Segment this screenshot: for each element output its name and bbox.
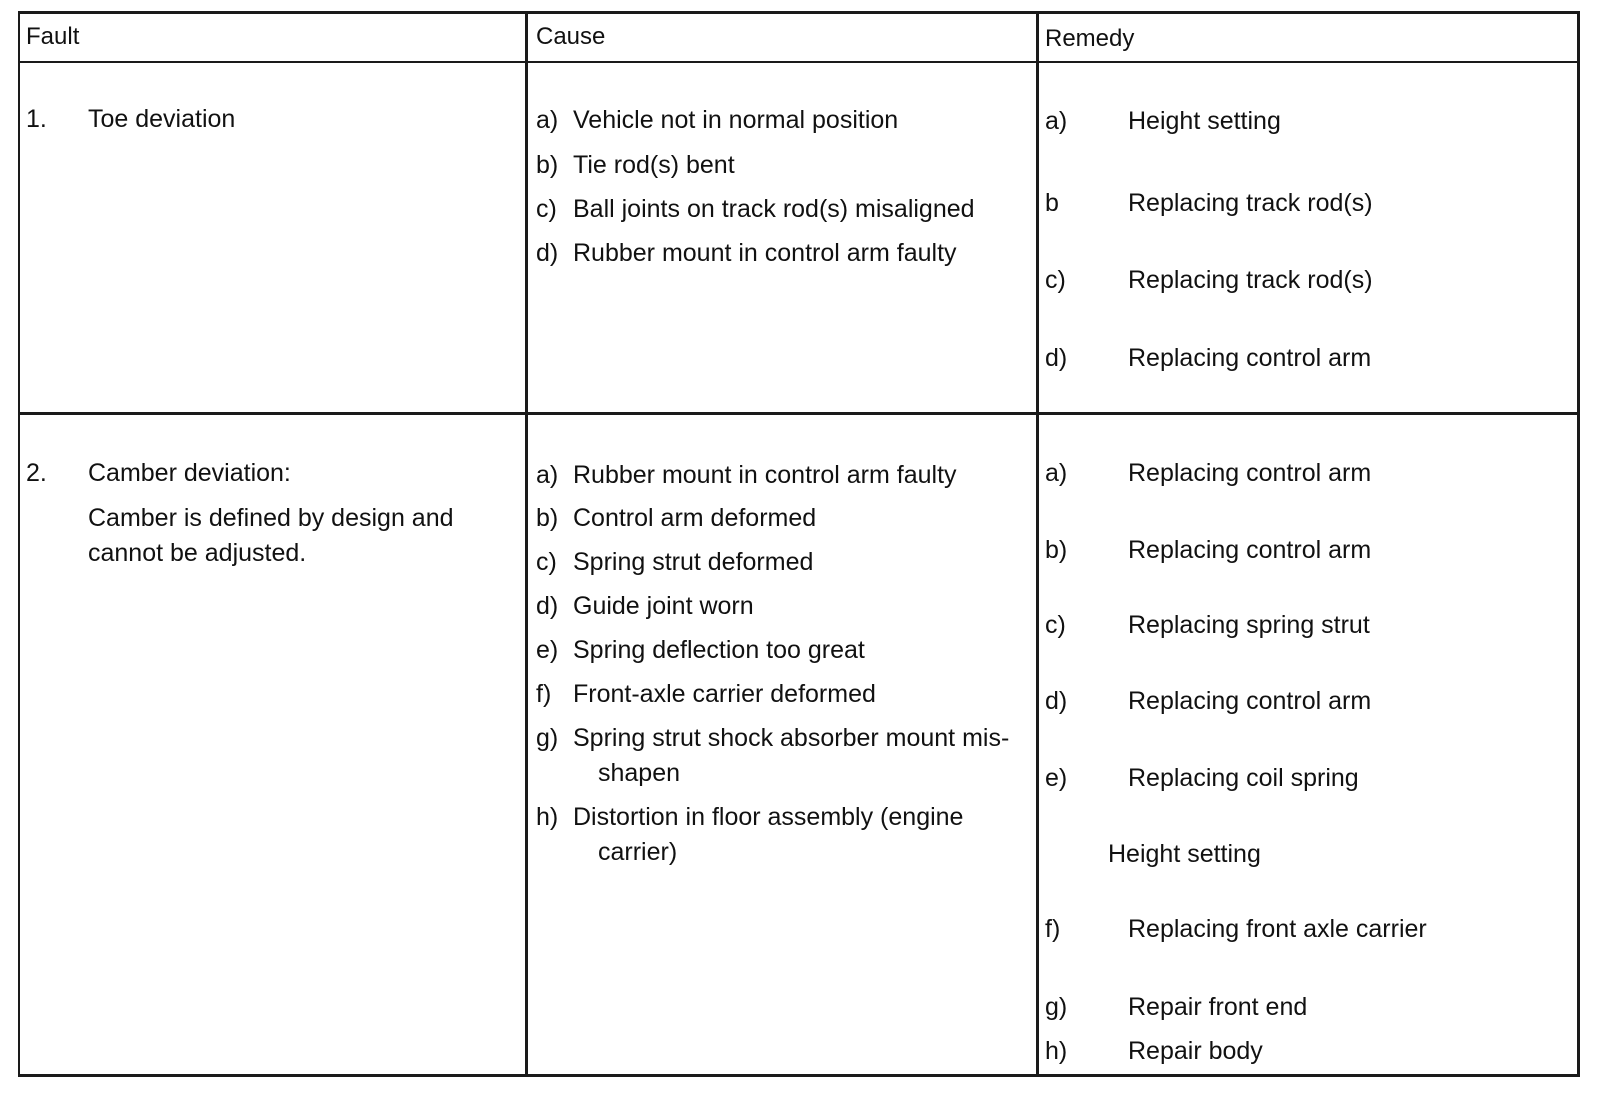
- remedy-key: d): [1045, 344, 1068, 372]
- remedy-text: Repair front end: [1128, 993, 1308, 1021]
- remedy-key: b: [1045, 189, 1059, 217]
- remedy-key: h): [1045, 1037, 1068, 1065]
- fault-number: 2.: [26, 459, 47, 487]
- cause-text-continued: carrier): [598, 838, 678, 866]
- header-fault: Fault: [26, 23, 80, 50]
- fault-title: Camber deviation:: [88, 459, 291, 487]
- cause-text: Distortion in floor assembly (engine: [573, 803, 964, 831]
- cause-key: a): [536, 461, 559, 489]
- remedy-key: a): [1045, 107, 1068, 135]
- remedy-text: Height setting: [1108, 840, 1261, 868]
- table-bottom-border: [18, 1074, 1580, 1077]
- cause-text: Tie rod(s) bent: [573, 151, 735, 179]
- cause-key: d): [536, 592, 559, 620]
- remedy-key: c): [1045, 266, 1066, 294]
- cause-key: f): [536, 680, 552, 708]
- remedy-text: Replacing control arm: [1128, 459, 1372, 487]
- cause-text-continued: shapen: [598, 759, 681, 787]
- fault-note: Camber is defined by design and: [88, 504, 454, 532]
- cause-key: b): [536, 151, 559, 179]
- fault-note: cannot be adjusted.: [88, 539, 307, 567]
- remedy-text: Replacing spring strut: [1128, 611, 1370, 639]
- cause-text: Control arm deformed: [573, 504, 817, 532]
- header-bottom-border: [18, 61, 1580, 63]
- header-remedy: Remedy: [1045, 25, 1135, 52]
- cause-text: Guide joint worn: [573, 592, 754, 620]
- cause-text: Spring deflection too great: [573, 636, 865, 664]
- cause-text: Rubber mount in control arm faulty: [573, 239, 957, 267]
- row-divider: [18, 412, 1580, 415]
- cause-text: Ball joints on track rod(s) misaligned: [573, 195, 975, 223]
- cause-text: Front-axle carrier deformed: [573, 680, 876, 708]
- cause-key: c): [536, 548, 557, 576]
- cause-text: Vehicle not in normal position: [573, 106, 899, 134]
- remedy-text: Replacing track rod(s): [1128, 189, 1373, 217]
- remedy-key: d): [1045, 687, 1068, 715]
- remedy-key: b): [1045, 536, 1068, 564]
- column-divider-remedy: [1036, 11, 1039, 1077]
- fault-title: Toe deviation: [88, 105, 236, 133]
- remedy-text: Replacing track rod(s): [1128, 266, 1373, 294]
- cause-key: g): [536, 724, 559, 752]
- cause-text: Rubber mount in control arm faulty: [573, 461, 957, 489]
- table-right-border: [1577, 11, 1580, 1077]
- cause-text: Spring strut deformed: [573, 548, 814, 576]
- remedy-text: Height setting: [1128, 107, 1281, 135]
- cause-key: h): [536, 803, 559, 831]
- remedy-text: Replacing control arm: [1128, 536, 1372, 564]
- fault-number: 1.: [26, 105, 47, 133]
- column-divider-cause: [525, 11, 528, 1077]
- remedy-key: f): [1045, 915, 1061, 943]
- cause-text: Spring strut shock absorber mount mis-: [573, 724, 1010, 752]
- table-top-border: [18, 11, 1580, 14]
- remedy-text: Replacing coil spring: [1128, 764, 1359, 792]
- cause-key: d): [536, 239, 559, 267]
- cause-key: c): [536, 195, 557, 223]
- remedy-key: e): [1045, 764, 1068, 792]
- cause-key: a): [536, 106, 559, 134]
- remedy-key: c): [1045, 611, 1066, 639]
- remedy-key: a): [1045, 459, 1068, 487]
- cause-key: e): [536, 636, 559, 664]
- remedy-text: Replacing control arm: [1128, 687, 1372, 715]
- remedy-key: g): [1045, 993, 1068, 1021]
- header-cause: Cause: [536, 23, 606, 50]
- remedy-text: Repair body: [1128, 1037, 1263, 1065]
- remedy-text: Replacing control arm: [1128, 344, 1372, 372]
- table-left-border: [18, 11, 20, 1077]
- cause-key: b): [536, 504, 559, 532]
- remedy-text: Replacing front axle carrier: [1128, 915, 1427, 943]
